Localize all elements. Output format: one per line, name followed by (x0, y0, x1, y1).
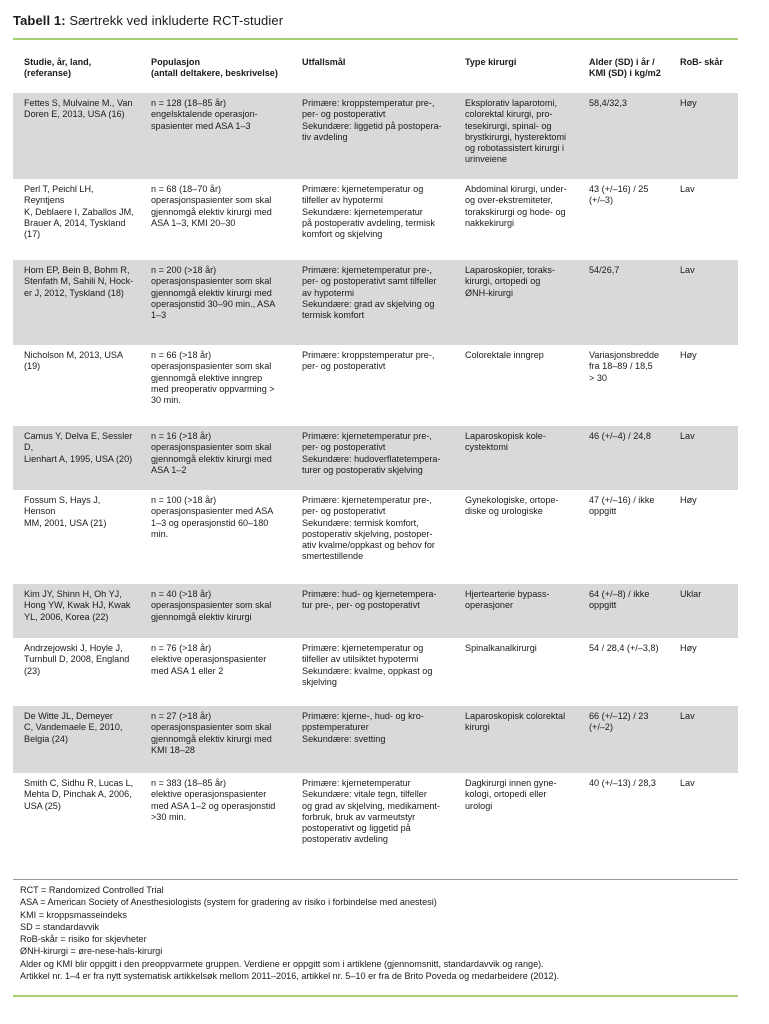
cell-study: Kim JY, Shinn H, Oh YJ, Hong YW, Kwak HJ, Kwak YL, 2006, Korea (22) (13, 584, 140, 638)
cell-surgery: Spinalkanalkirurgi (465, 643, 537, 653)
cell-age: 54/26,7 (578, 260, 669, 345)
cell-surgery: Dagkirurgi innen gyne- kologi, ortopedi eller urologi (465, 778, 557, 811)
note-line: Artikkel nr. 1–4 er fra nytt systematisk artikkelsøk mellom 2011–2016, artikkel nr. 5–10 er fra de Brito Poveda og medarbeidere (2012). (20, 971, 560, 982)
cell-population: n = 68 (18–70 år) operasjonspasienter som skal gjennomgå elektiv kirurgi med ASA 1–3, KMI 20–30 (151, 184, 272, 228)
note-line: KMI = kroppsmasseindeks (20, 909, 127, 920)
cell-age: 54 / 28,4 (+/–3,8) (589, 643, 659, 653)
cell-population: n = 27 (>18 år) operasjonspasienter som skal gjennomgå elektiv kirurgi med KMI 18–28 (140, 706, 291, 773)
cell-surgery: Colorektale inngrep (465, 350, 544, 360)
table-notes (20, 884, 735, 982)
header-population: Populasjon (antall deltakere, beskrivelse) (151, 57, 278, 79)
note-line: ØNH-kirurgi = øre-nese-hals-kirurgi (20, 946, 163, 957)
cell-surgery: Hjertearterie bypass- operasjoner (454, 584, 578, 638)
cell-outcome: Primære: kjernetemperatur og tilfeller av utilsiktet hypotermi Sekundære: kvalme, oppkast og skjelving (302, 643, 433, 687)
cell-rob: Lav (669, 260, 738, 345)
header-surgery: Type kirurgi (465, 57, 517, 67)
header-study: Studie, år, land, (referanse) (24, 57, 92, 79)
note-line: RCT = Randomized Controlled Trial (20, 885, 164, 895)
cell-surgery: Gynekologiske, ortope- diske og urologiske (465, 495, 559, 517)
table-title (13, 13, 283, 28)
note-line: ASA = American Society of Anesthesiologists (system for gradering av risiko i forbindelse med anestesi) (20, 897, 437, 908)
cell-study: Fettes S, Mulvaine M., Van Doren E, 2013, USA (16) (13, 93, 140, 179)
cell-surgery: Laparoskopier, toraks- kirurgi, ortopedi og ØNH-kirurgi (454, 260, 578, 345)
cell-age: 64 (+/–8) / ikke oppgitt (578, 584, 669, 638)
notes-divider (13, 879, 738, 880)
cell-population: n = 40 (>18 år) operasjonspasienter som skal gjennomgå elektiv kirurgi (140, 584, 291, 638)
cell-outcome: Primære: kroppstemperatur pre-, per- og postoperativt Sekundære: liggetid på postopera- tiv avdeling (291, 93, 454, 179)
cell-surgery: Laparoskopisk kole- cystektomi (454, 426, 578, 490)
cell-outcome: Primære: kjernetemperatur pre-, per- og postoperativt samt tilfeller av hypotermi Sekundære: grad av skjelving og termisk komfort (291, 260, 454, 345)
title-divider (13, 38, 738, 40)
study-table (13, 47, 738, 862)
note-line: Alder og KMI blir oppgitt i den preoppvarmete gruppen. Verdiene er oppgitt som i artiklene (gjennomsnitt, standardavvik og range). (20, 958, 544, 969)
cell-study: Smith C, Sidhu R, Lucas L, Mehta D, Pinchak A, 2006, USA (25) (24, 778, 134, 811)
table-row (13, 260, 738, 345)
cell-rob: Lav (669, 706, 738, 773)
cell-study: Camus Y, Delva E, Sessler D, Lienhart A, 1995, USA (20) (13, 426, 140, 490)
table-row (13, 706, 738, 773)
cell-outcome: Primære: kjernetemperatur pre-, per- og postoperativt Sekundære: termisk komfort, postoperativ skjelving, postoper- ativ kvalme/oppkast og behov for smertestillende (302, 495, 435, 562)
cell-age: 43 (+/–16) / 25 (+/–3) (589, 184, 649, 206)
cell-rob: Lav (680, 778, 695, 788)
cell-population: n = 100 (>18 år) operasjonspasienter med ASA 1–3 og operasjonstid 60–180 min. (151, 495, 274, 539)
cell-outcome: Primære: kjernetemperatur og tilfeller av hypotermi Sekundære: kjernetemperatur på postoperativ avdeling, termisk komfort og skjelving (302, 184, 435, 240)
cell-age: 47 (+/–16) / ikke oppgitt (589, 495, 655, 517)
cell-surgery: Eksplorativ laparotomi, colorektal kirurgi, pro- tesekirurgi, spinal- og brystkirurgi, hysterektomi og robotassistert kirurgi i urinveiene (454, 93, 578, 179)
cell-age: 66 (+/–12) / 23 (+/–2) (578, 706, 669, 773)
cell-study: Andrzejowski J, Hoyle J, Turnbull D, 2008, England (23) (24, 643, 130, 676)
bottom-divider (13, 995, 738, 997)
cell-age: Variasjonsbredde fra 18–89 / 18,5 > 30 (589, 350, 660, 383)
note-line: RoB-skår = risiko for skjevheter (20, 934, 147, 945)
cell-rob: Lav (680, 184, 695, 194)
table-header-row (13, 47, 738, 93)
table-row (13, 490, 738, 584)
cell-rob: Uklar (669, 584, 738, 638)
cell-population: n = 76 (>18 år) elektive operasjonspasienter med ASA 1 eller 2 (151, 643, 267, 676)
cell-age: 40 (+/–13) / 28,3 (589, 778, 656, 788)
cell-outcome: Primære: kjerne-, hud- og kro- ppstemperaturer Sekundære: svetting (291, 706, 454, 773)
cell-rob: Høy (680, 350, 697, 360)
cell-study: Fossum S, Hays J, Henson MM, 2001, USA (21) (24, 495, 107, 528)
cell-population: n = 200 (>18 år) operasjonspasienter som skal gjennomgå elektiv kirurgi med operasjonstid 30–90 min., ASA 1–3 (140, 260, 291, 345)
cell-outcome: Primære: kjernetemperatur pre-, per- og postoperativt Sekundære: hudoverflatetempera- turer og postoperativ skjelving (291, 426, 454, 490)
table-body (13, 93, 738, 862)
table-row (13, 773, 738, 862)
table-row (13, 93, 738, 179)
header-age-bmi: Alder (SD) i år / KMI (SD) i kg/m2 (589, 57, 661, 79)
cell-outcome: Primære: hud- og kjernetempera- tur pre-, per- og postoperativt (291, 584, 454, 638)
cell-study: Horn EP, Bein B, Bohm R, Stenfath M, Sahili N, Hock- er J, 2012, Tyskland (18) (13, 260, 140, 345)
table-row (13, 179, 738, 260)
cell-study: Perl T, Peichl LH, Reyntjens K, Deblaere I, Zaballos JM, Brauer A, 2014, Tyskland (17) (24, 184, 134, 240)
cell-age: 58,4/32,3 (578, 93, 669, 179)
table-row (13, 638, 738, 706)
table-caption: Særtrekk ved inkluderte RCT-studier (65, 13, 284, 28)
cell-surgery: Abdominal kirurgi, under- og over-ekstremiteter, torakskirurgi og hode- og nakkekirurgi (465, 184, 567, 228)
cell-age: 46 (+/–4) / 24,8 (578, 426, 669, 490)
note-line: SD = standardavvik (20, 921, 100, 932)
table-row (13, 426, 738, 490)
cell-rob: Høy (680, 495, 697, 505)
cell-rob: Lav (669, 426, 738, 490)
cell-study: De Witte JL, Demeyer C, Vandemaele E, 2010, Belgia (24) (13, 706, 140, 773)
cell-outcome: Primære: kroppstemperatur pre-, per- og postoperativt (302, 350, 435, 372)
cell-surgery: Laparoskopisk colorektal kirurgi (454, 706, 578, 773)
header-rob: RoB- skår (680, 57, 723, 67)
cell-outcome: Primære: kjernetemperatur Sekundære: vitale tegn, tilfeller og grad av skjelving, medikament- forbruk, bruk av varmeutstyr postoperativt og liggetid på postoperativ avdeling (302, 778, 440, 845)
table-row (13, 345, 738, 426)
cell-population: n = 128 (18–85 år) engelsktalende operasjon- spasienter med ASA 1–3 (140, 93, 291, 179)
cell-rob: Høy (669, 93, 738, 179)
table-row (13, 584, 738, 638)
header-outcome: Utfallsmål (302, 57, 346, 67)
cell-population: n = 16 (>18 år) operasjonspasienter som skal gjennomgå elektiv kirurgi med ASA 1–2 (140, 426, 291, 490)
cell-study: Nicholson M, 2013, USA (19) (24, 350, 124, 372)
cell-population: n = 66 (>18 år) operasjonspasienter som skal gjennomgå elektive inngrep med preoperativ oppvarming > 30 min. (151, 350, 275, 406)
table-label: Tabell 1: (13, 13, 66, 28)
cell-rob: Høy (680, 643, 697, 653)
cell-population: n = 383 (18–85 år) elektive operasjonspasienter med ASA 1–2 og operasjonstid >30 min. (151, 778, 276, 822)
